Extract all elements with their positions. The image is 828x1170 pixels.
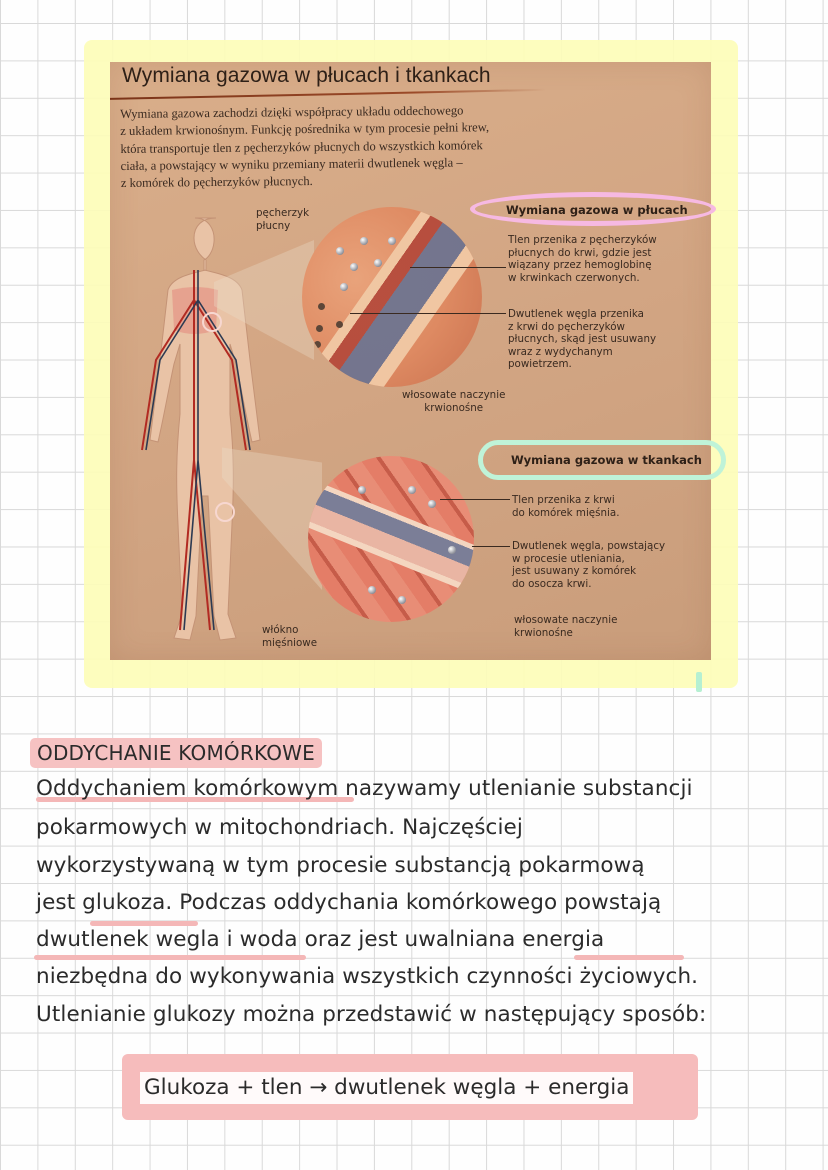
label-capillary-tissues: włosowate naczynie krwionośne: [514, 614, 618, 639]
label-capillary-lungs: włosowate naczynie krwionośne: [402, 389, 506, 414]
lungs-co2-text: Dwutlenek węgla przenika z krwi do pęcherzyków płucnych, skąd jest usuwany wraz z wydychanym powietrzem.: [508, 308, 657, 370]
intro-paragraph: [120, 101, 591, 192]
note-line: jest glukoza. Podczas oddychania komórkowego powstają: [36, 890, 662, 915]
alveolus-closeup: [302, 207, 482, 387]
green-mark: [696, 672, 702, 692]
respiration-formula: Glukoza + tlen → dwutlenek węgla + energia: [140, 1072, 633, 1104]
note-line: dwutlenek wegla i woda oraz jest uwalniana energia: [36, 927, 605, 952]
green-box-highlight: [478, 440, 726, 480]
leader-line: [472, 546, 510, 547]
note-line: niezbędna do wykonywania wszystkich czynności życiowych.: [36, 964, 699, 989]
intro-line: ciała, a powstający w wyniku przemiany materii dwutlenek węgla –: [120, 155, 463, 173]
note-line: pokarmowych w mitochondriach. Najczęściej: [36, 815, 523, 840]
leader-line: [350, 313, 506, 314]
underline-highlight: [574, 955, 684, 960]
lungs-oxygen-text: Tlen przenika z pęcherzyków płucnych do krwi, gdzie jest wiązany przez hemoglobinę w krwinkach czerwonych.: [508, 234, 657, 284]
intro-line: z komórek do pęcherzyków płucnych.: [120, 174, 313, 191]
label-alveolus: pęcherzyk płucny: [256, 207, 310, 232]
intro-line: Wymiana gazowa zachodzi dzięki współpracy układu oddechowego: [120, 103, 464, 121]
heading-tissues: Wymiana gazowa w tkankach: [511, 453, 702, 467]
note-line: Utlenianie glukozy można przedstawić w następujący sposób:: [36, 1002, 707, 1027]
label-muscle-fiber: włókno mięśniowe: [262, 624, 318, 649]
leader-line: [410, 267, 506, 268]
leader-line: [440, 499, 510, 500]
tissues-co2-text: Dwutlenek węgla, powstający w procesie utleniania, jest usuwany z komórek do osocza krwi.: [512, 540, 666, 590]
pink-oval-highlight: [470, 192, 716, 226]
textbook-photo: [110, 62, 711, 660]
intro-line: która transportuje tlen z pęcherzyków płucnych do wszystkich komórek: [120, 137, 483, 156]
underline-highlight: [34, 955, 306, 960]
photo-title: Wymiana gazowa w płucach i tkankach: [122, 64, 491, 87]
title-rule: [110, 89, 546, 100]
heading-lungs: Wymiana gazowa w płucach: [506, 203, 688, 217]
note-line: wykorzystywaną w tym procesie substancją pokarmową: [36, 853, 645, 878]
note-line: Oddychaniem komórkowym nazywamy utlenianie substancji: [36, 776, 693, 801]
notes-title: ODDYCHANIE KOMÓRKOWE: [30, 738, 322, 768]
tissues-oxygen-text: Tlen przenika z krwi do komórek mięśnia.: [512, 494, 620, 519]
muscle-closeup: [308, 456, 474, 622]
underline-highlight: [90, 921, 198, 926]
intro-line: z układem krwionośnym. Funkcję pośrednika w tym procesie pełni krew,: [120, 120, 490, 139]
